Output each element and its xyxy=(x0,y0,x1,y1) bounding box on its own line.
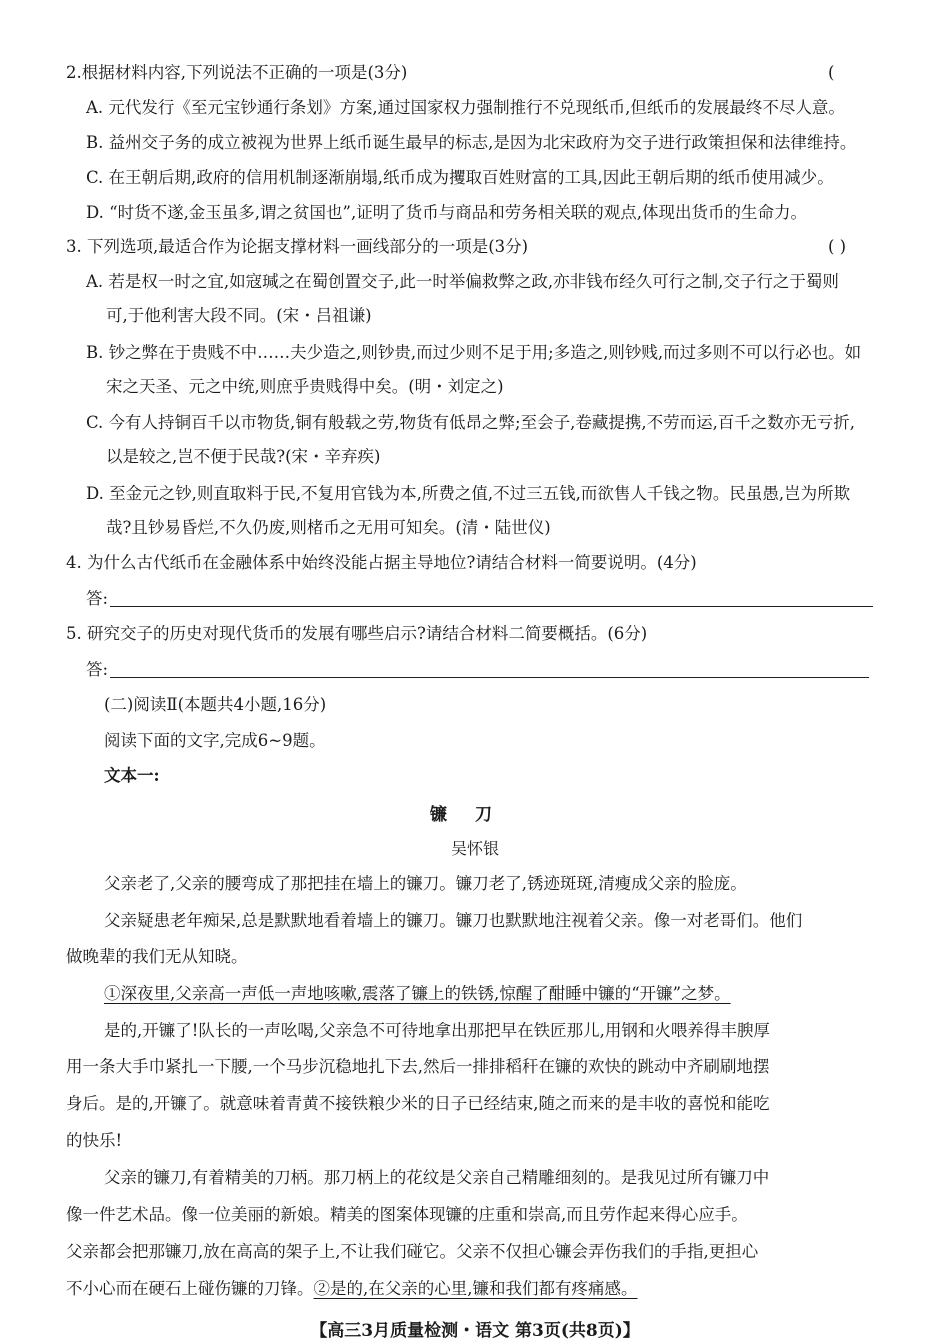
article-title: 镰刀 xyxy=(430,805,520,825)
q3-answer-bracket: ( ) xyxy=(828,237,847,256)
page-footer: 【高三3月质量检测・语文 第3页(共8页)】 xyxy=(310,1321,640,1341)
q3-option-d-line2: 哉?且钞易昏烂,不久仍废,则楮币之无用可知矣。(清・陆世仪) xyxy=(106,518,551,537)
article-paragraph-2-line1: 父亲疑患老年痴呆,总是默默地看着墙上的镰刀。镰刀也默默地注视着父亲。像一对老哥们。他们 xyxy=(104,911,803,930)
q5-stem: 5. 研究交子的历史对现代货币的发展有哪些启示?请结合材料二简要概括。(6分) xyxy=(66,624,648,643)
q2-stem: 2.根据材料内容,下列说法不正确的一项是(3分) xyxy=(66,63,408,82)
q2-option-c: C. 在王朝后期,政府的信用机制逐渐崩塌,纸币成为攫取百姓财富的工具,因此王朝后期的纸币使用减少。 xyxy=(86,168,834,187)
text-one-label: 文本一: xyxy=(104,766,160,785)
q2-option-d: D. “时货不遂,金玉虽多,谓之贫国也”,证明了货币与商品和劳务相关联的观点,体现出货币的生命力。 xyxy=(86,203,807,222)
q5-answer-label: 答: xyxy=(86,660,109,679)
q4-answer-line[interactable] xyxy=(110,606,873,607)
article-paragraph-4-line1: 是的,开镰了!队长的一声吆喝,父亲急不可待地拿出那把早在铁匠那儿,用钢和火喂养得丰腴厚 xyxy=(104,1021,770,1040)
article-paragraph-4-line3: 身后。是的,开镰了。就意味着青黄不接铁粮少米的日子已经结束,随之而来的是丰收的喜悦和能吃 xyxy=(66,1094,770,1113)
section-heading: (二)阅读Ⅱ(本题共4小题,16分) xyxy=(104,695,327,714)
q4-answer-label: 答: xyxy=(86,589,109,608)
q2-option-a: A. 元代发行《至元宝钞通行条划》方案,通过国家权力强制推行不兑现纸币,但纸币的发展最终不尽人意。 xyxy=(86,98,845,117)
q3-stem: 3. 下列选项,最适合作为论据支撑材料一画线部分的一项是(3分) xyxy=(66,237,529,256)
article-title-wrap xyxy=(0,800,950,825)
section-instruction: 阅读下面的文字,完成6~9题。 xyxy=(104,731,326,750)
q4-stem: 4. 为什么古代纸币在金融体系中始终没能占据主导地位?请结合材料一简要说明。(4分) xyxy=(66,553,697,572)
article-paragraph-2-line2: 做晚辈的我们无从知晓。 xyxy=(66,947,248,966)
article-paragraph-3-underlined: ①深夜里,父亲高一声低一声地咳嗽,震落了镰上的铁锈,惊醒了酣睡中镰的“开镰”之梦。 xyxy=(104,984,731,1003)
article-author: 吴怀银 xyxy=(450,839,499,858)
article-paragraph-4-line2: 用一条大手巾紧扎一下腰,一个马步沉稳地扎下去,然后一排排稻秆在镰的欢快的跳动中齐刷刷地摆 xyxy=(66,1057,770,1076)
q3-option-c-line2: 以是较之,岂不便于民哉?(宋・辛弃疾) xyxy=(106,447,381,466)
q2-answer-bracket: ( xyxy=(828,63,835,82)
q3-option-a-line1: A. 若是权一时之宜,如寇瑊之在蜀创置交子,此一时举偏救弊之政,亦非钱布经久可行之制,交子行之于蜀则 xyxy=(86,272,839,291)
article-paragraph-5-line4 xyxy=(66,1278,638,1300)
article-paragraph-5-underlined: ②是的,在父亲的心里,镰和我们都有疼痛感。 xyxy=(313,1279,638,1298)
article-paragraph-5-line3: 父亲都会把那镰刀,放在高高的架子上,不让我们碰它。父亲不仅担心镰会弄伤我们的手指,更担心 xyxy=(66,1242,759,1261)
article-paragraph-4-line4: 的快乐! xyxy=(66,1131,123,1150)
q3-option-d-line1: D. 至金元之钞,则直取料于民,不复用官钱为本,所费之值,不过三五钱,而欲售人千钱之物。民虽愚,岂为所欺 xyxy=(86,484,851,503)
q3-option-b-line1: B. 钞之弊在于贵贱不中……夫少造之,则钞贵,而过少则不足于用;多造之,则钞贱,而过多则不可以行必也。如 xyxy=(86,343,862,362)
article-paragraph-5-line2: 像一件艺术品。像一位美丽的新娘。精美的图案体现镰的庄重和崇高,而且劳作起来得心应手。 xyxy=(66,1205,748,1224)
q3-option-a-line2: 可,于他利害大段不同。(宋・吕祖谦) xyxy=(106,306,372,325)
q3-option-b-line2: 宋之天圣、元之中统,则庶乎贵贱得中矣。(明・刘定之) xyxy=(106,377,504,396)
q3-option-c-line1: C. 今有人持铜百千以市物货,铜有般载之劳,物货有低昂之弊;至会子,卷藏提携,不劳而运,百千之数亦无亏折, xyxy=(86,413,856,432)
q5-answer-line[interactable] xyxy=(110,677,869,678)
article-paragraph-5-line1: 父亲的镰刀,有着精美的刀柄。那刀柄上的花纹是父亲自己精雕细刻的。是我见过所有镰刀中 xyxy=(104,1168,770,1187)
article-paragraph-1: 父亲老了,父亲的腰弯成了那把挂在墙上的镰刀。镰刀老了,锈迹斑斑,清瘦成父亲的脸庞。 xyxy=(104,874,747,893)
article-paragraph-5-plain: 不小心而在硬石上碰伤镰的刀锋。 xyxy=(66,1279,314,1298)
q2-option-b: B. 益州交子务的成立被视为世界上纸币诞生最早的标志,是因为北宋政府为交子进行政策担保和法律维持。 xyxy=(86,133,857,152)
